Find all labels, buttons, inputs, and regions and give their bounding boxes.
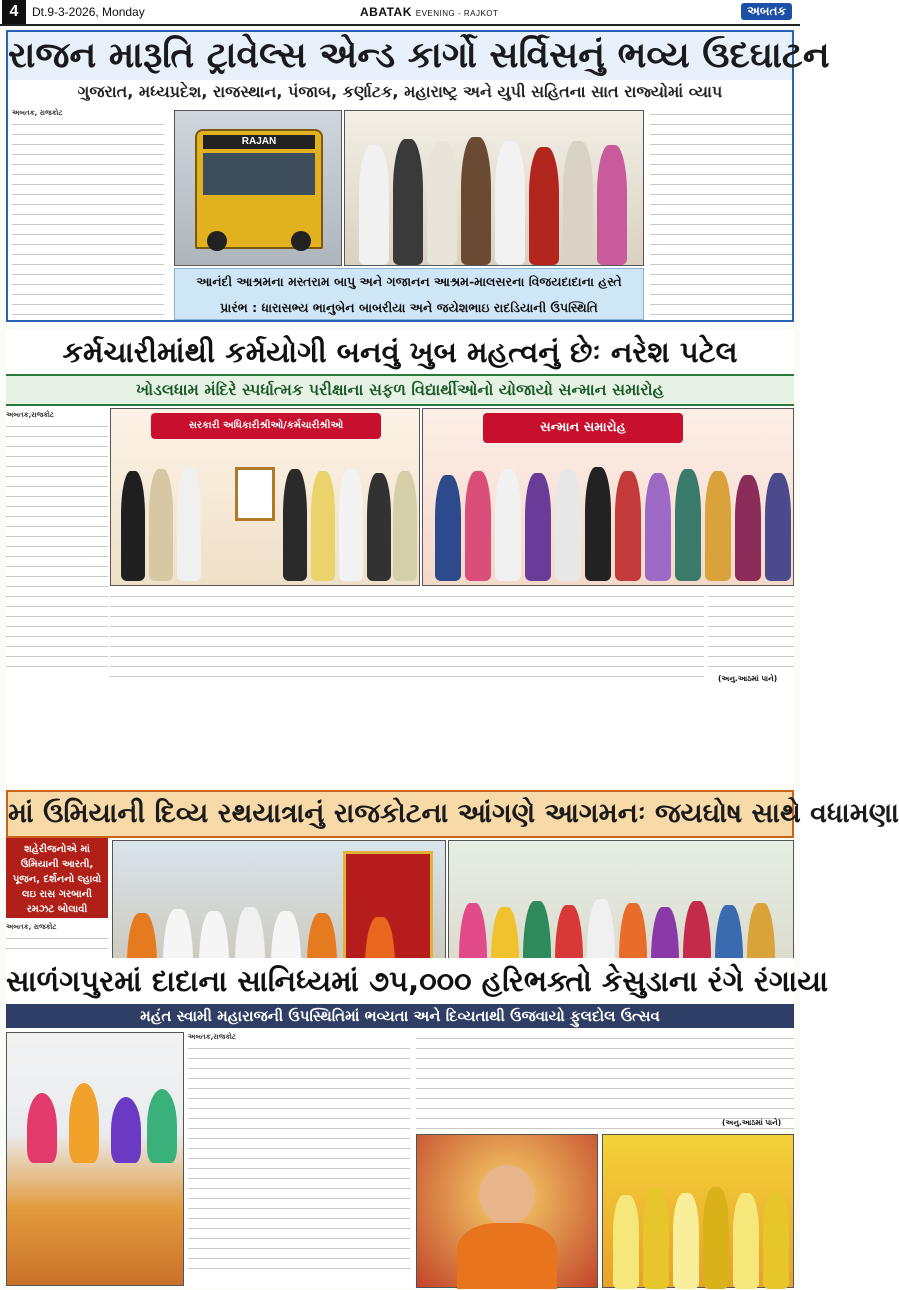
felicitation-photo-right: [422, 408, 794, 586]
person: [555, 469, 581, 581]
story3-dateline: અબતક, રાજકોટ: [6, 923, 57, 931]
story4-text-lines: [188, 1042, 410, 1274]
person: [393, 471, 417, 581]
person: [735, 475, 761, 581]
person: [733, 1193, 759, 1289]
story-salangpur-fuldol: [6, 958, 829, 1288]
crowd-photo: [602, 1134, 794, 1288]
story4-body-right: [416, 1032, 794, 1130]
person: [393, 139, 423, 265]
person: [367, 473, 391, 581]
person: [585, 467, 611, 581]
story1-body-right: [650, 108, 792, 320]
person: [495, 141, 525, 265]
story1-text-lines: [650, 108, 792, 318]
person: [435, 475, 461, 581]
color-splash: [27, 1093, 57, 1163]
person: [763, 1191, 789, 1289]
abatak-logo: અબતક: [741, 3, 792, 20]
person: [427, 141, 457, 265]
person: [339, 469, 363, 581]
story2-dateline: અબતક,રાજકોટ: [6, 411, 54, 419]
story3-side-callout: શહેરીજનોએ માં ઉમિયાની આરતી, પૂજન, દર્શનનો લ્હાવો લઇ રાસ ગરબાની રમઝટ બોલાવી: [6, 838, 108, 918]
person: [311, 471, 335, 581]
bus-photo: [174, 110, 342, 266]
person: [359, 145, 389, 265]
page-header: [0, 0, 800, 26]
story2-body-bottom: [110, 590, 704, 680]
person: [461, 137, 491, 265]
person: [675, 469, 701, 581]
stage-banner-right: સન્માન સમારોહ: [483, 413, 683, 443]
person: [613, 1195, 639, 1289]
masthead-edition: EVENING - RAJKOT: [415, 9, 499, 18]
story1-dateline: અબતક, રાજકોટ: [12, 109, 63, 117]
swami-face: [479, 1165, 535, 1225]
story1-caption-line1: આનંદી આશ્રમના મસ્તરામ બાપુ અને ગજાનન આશ્રમ-માલસરના વિજયદાદાના હસ્તે: [196, 274, 622, 289]
person: [495, 469, 521, 581]
story3-headline: માં ઉમિયાની દિવ્ય રથયાત્રાનું રાજકોટના આંગણે આગમનઃ જયઘોષ સાથે વધામણા: [6, 790, 794, 838]
person: [705, 471, 731, 581]
person: [465, 471, 491, 581]
story2-body-left: [6, 410, 108, 672]
felicitation-photo-left: [110, 408, 420, 586]
story1-caption-line2: પ્રારંભ : ધારાસભ્ય ભાનુબેન બાબરીયા અને જયેશભાઇ રાદડિયાની ઉપસ્થિતિ: [220, 300, 598, 315]
color-splash: [69, 1083, 99, 1163]
story4-subhead: મહંત સ્વામી મહારાજની ઉપસ્થિતિમાં ભવ્યતા અને દિવ્યતાથી ઉજવાયો ફુલદોલ ઉત્સવ: [6, 1004, 794, 1028]
story2-subhead: ખોડલધામ મંદિરે સ્પર્ધાત્મક પરીક્ષાના સફળ વિદ્યાર્થીઓનો યોજાયો સન્માન સમારોહ: [6, 376, 794, 406]
story1-subhead: ગુજરાત, મધ્યપ્રદેશ, રાજસ્થાન, પંજાબ, કર્ણાટક, મહારાષ્ટ્ર અને યુપી સહિતના સાત રાજ્યોમાં વ્યાપ: [77, 82, 723, 101]
person: [703, 1187, 729, 1289]
story2-body-right: [708, 590, 794, 670]
stage-banner-left: સરકારી અધિકારીશ્રીઓ/કર્મચારીશ્રીઓ: [151, 413, 381, 439]
story2-continued: (અનુ.આઠમાં પાને): [718, 674, 778, 683]
story4-headline: સાળંગપુરમાં દાદાના સાનિધ્યમાં ૭૫,૦૦૦ હરિભક્તો કેસુડાના રંગે રંગાયા: [6, 964, 829, 998]
bus-wheel-right: [291, 231, 311, 251]
color-celebration-photo: [6, 1032, 184, 1286]
page-number: 4: [2, 0, 26, 24]
person: [529, 147, 559, 265]
story4-body-left: [188, 1032, 410, 1274]
story1-text-lines: [12, 118, 164, 318]
inauguration-group-photo: [344, 110, 644, 266]
swami-robe: [457, 1223, 557, 1289]
person: [563, 141, 593, 265]
person: [149, 469, 173, 581]
person: [597, 145, 627, 265]
person: [283, 469, 307, 581]
story-travels-inauguration: [6, 30, 830, 322]
story1-caption: [174, 268, 644, 320]
person: [615, 471, 641, 581]
story2-headline: કર્મચારીમાંથી કર્મયોગી બનવું ખુબ મહત્વનું છેઃ નરેશ પટેલ: [6, 330, 794, 376]
person: [765, 473, 791, 581]
masthead: [360, 5, 498, 19]
story4-continued: (અનુ.આઠમાં પાને): [722, 1118, 782, 1127]
story4-dateline: અબતક,રાજકોટ: [188, 1033, 236, 1041]
bus-sign: RAJAN: [203, 135, 315, 149]
person: [645, 473, 671, 581]
person: [673, 1193, 699, 1289]
bus-wheel-left: [207, 231, 227, 251]
swami-photo: [416, 1134, 598, 1288]
date-line: Dt.9-3-2026, Monday: [32, 5, 145, 19]
story-khodaldham-felicitation: [6, 330, 794, 784]
color-splash: [111, 1097, 141, 1163]
person: [177, 467, 201, 581]
masthead-title: ABATAK: [360, 5, 412, 19]
person: [121, 471, 145, 581]
person: [643, 1189, 669, 1289]
framed-portrait: [235, 467, 275, 521]
story1-headline: રાજન મારૂતિ ટ્રાવેલ્સ એન્ડ કાર્ગો સર્વિસનું ભવ્ય ઉદઘાટન: [8, 32, 792, 80]
story1-body-left: [12, 108, 164, 320]
color-splash: [147, 1089, 177, 1163]
bus-windshield: [203, 153, 315, 195]
story2-text-lines: [6, 420, 108, 670]
person: [525, 473, 551, 581]
